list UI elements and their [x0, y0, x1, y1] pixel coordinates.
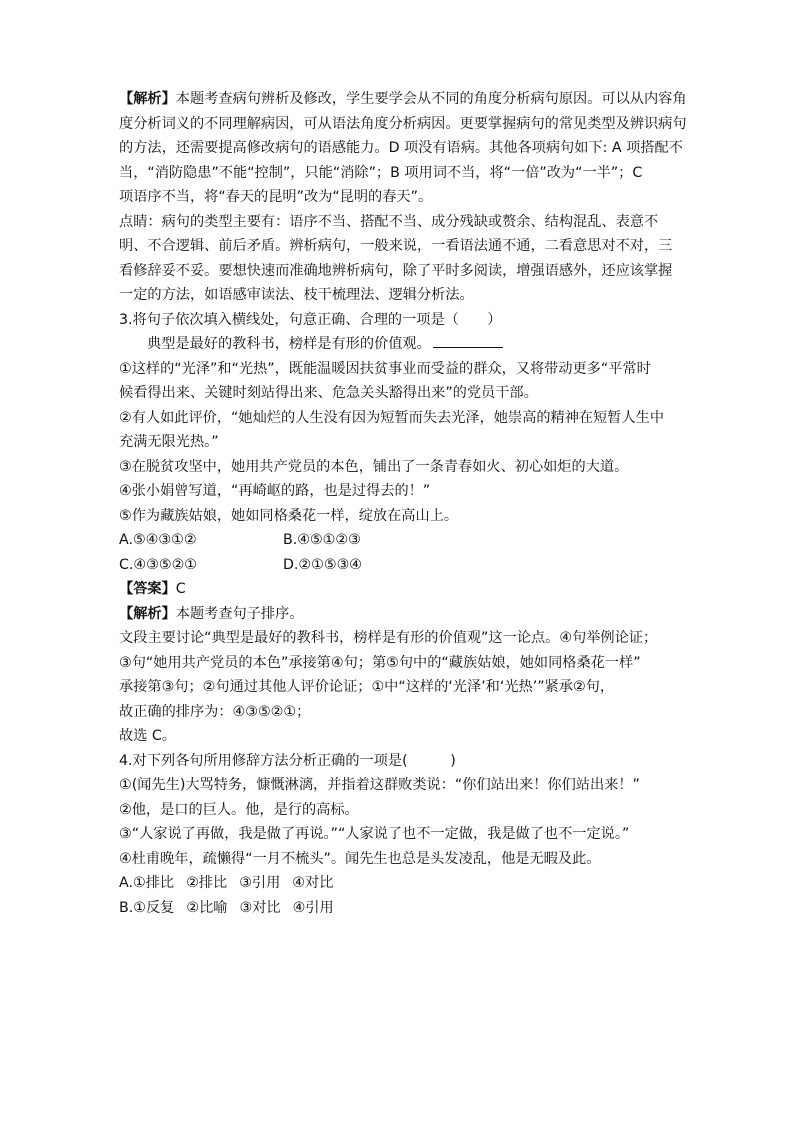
- option-part: ④对比: [292, 875, 334, 891]
- question-3-stem: 典型是最好的教科书，榜样是有形的价值观。: [147, 336, 431, 352]
- sentence-item: ①(闻先生)大骂特务，慷慨淋漓，并指着这群败类说：“你们站出来！你们站出来！”: [119, 777, 640, 793]
- question-4: [119, 749, 679, 921]
- option-part: ②比喻: [186, 899, 228, 916]
- fill-blank-line: [433, 333, 503, 348]
- analysis-text-line: 本题考查句子排序。: [175, 605, 304, 622]
- analysis-text-line: 本题考查病句辨析及修改，学生要学会从不同的角度分析病句原因。可以从内容角: [175, 91, 687, 107]
- option-b: [119, 896, 679, 921]
- sentence-item: 充满无限光热。”: [119, 434, 219, 450]
- answer-value: C: [175, 581, 186, 597]
- analysis-tag: 【解析】: [119, 605, 176, 622]
- sentence-item: 候看得出来、关键时刻站得出来、危急关头豁得出来”的党员干部。: [119, 385, 538, 401]
- options-row: [119, 553, 679, 578]
- sentence-item: ③“人家说了再做，我是做了再说。”“人家说了也不一定做，我是做了也不一定说。”: [119, 826, 630, 842]
- document-content: [119, 87, 687, 920]
- analysis-text-line: 承接第③句；②句通过其他人评价论证；①中“这样的‘光泽’和‘光热’”紧承②句，: [119, 679, 615, 695]
- analysis-text-line: 文段主要讨论“典型是最好的教科书，榜样是有形的价值观”这一论点。④句举例论证；: [119, 630, 658, 646]
- option-label: B.: [119, 899, 134, 916]
- analysis-text-line: 度分析词义的不同理解病因，可从语法角度分析病因。更要掌握病句的常见类型及辨识病句: [119, 115, 687, 132]
- question-3: [119, 308, 679, 749]
- option-c: C.④③⑤②①: [119, 556, 198, 573]
- q3-analysis-first-line: [119, 602, 679, 627]
- sentence-item: ①这样的“光泽”和“光热”，既能温暖因扶贫事业而受益的群众，又将带动更多“平常时: [119, 360, 651, 377]
- answer-tag: 【答案】: [119, 581, 176, 597]
- option-part: ④引用: [292, 899, 334, 916]
- analysis-paragraph: [119, 87, 687, 210]
- option-part: ①反复: [133, 899, 175, 916]
- option-part: ①排比: [132, 875, 175, 891]
- tip-text-line: 明、不合逻辑、前后矛盾。辨析病句，一般来说，一看语法通不通，二看意思对不对，三: [119, 238, 673, 254]
- sentence-item: ②他，是口的巨人。他，是行的高标。: [119, 801, 359, 818]
- tip-text-line: 点睛：病句的类型主要有：语序不当、搭配不当、成分残缺或赘余、结构混乱、表意不: [119, 213, 659, 230]
- tip-text-line: 一定的方法，如语感审读法、枝干梳理法、逻辑分析法。: [119, 287, 474, 303]
- sentence-item: ④杜甫晚年，疏懒得“一月不梳头”。闻先生也总是头发凌乱，他是无暇及此。: [119, 850, 601, 867]
- analysis-tag: 【解析】: [119, 91, 176, 107]
- tip-text-line: 看修辞妥不妥。要想快速而准确地辨析病句，除了平时多阅读，增强语感外，还应该掌握: [119, 262, 673, 279]
- sentence-item: ⑤作为藏族姑娘，她如同格桑花一样，绽放在高山上。: [119, 507, 459, 524]
- analysis-text-line: 项语序不当，将“春天的昆明”改为“昆明的春天”。: [119, 189, 433, 205]
- sentence-item: ③在脱贫攻坚中，她用共产党员的本色，铺出了一条青春如火、初心如炬的大道。: [119, 458, 629, 475]
- option-b: B.④⑤①②③: [283, 532, 361, 548]
- sentence-item: ④张小娟曾写道，“再崎岖的路，也是过得去的！”: [119, 483, 431, 499]
- option-label: A.: [119, 875, 133, 891]
- question-3-title: 3.将句子依次填入横线处，句意正确、合理的一项是（ ）: [119, 311, 502, 328]
- tip-paragraph: [119, 210, 679, 308]
- question-4-title: 4.对下列各句所用修辞方法分析正确的一项是( ): [119, 752, 456, 769]
- option-d: D.②①⑤③④: [283, 556, 363, 573]
- option-part: ③引用: [239, 875, 281, 891]
- option-a: A.⑤④③①②: [119, 532, 197, 548]
- answer-line: [119, 577, 679, 602]
- analysis-text-line: 的方法，还需要提高修改病句的语感能力。D 项没有语病。其他各项病句如下: A 项搭配不: [119, 140, 683, 156]
- analysis-text-line: ③句“她用共产党员的本色”承接第④句；第⑤句中的“藏族姑娘，她如同格桑花一样”: [119, 654, 641, 671]
- option-part: ②排比: [186, 875, 228, 891]
- sentence-item: ②有人如此评价，“她灿烂的人生没有因为短暂而失去光泽，她崇高的精神在短暂人生中: [119, 409, 665, 426]
- option-a: [119, 871, 679, 896]
- analysis-text-line: 故选 C。: [119, 728, 176, 744]
- analysis-text-line: 故正确的排序为：④③⑤②①；: [119, 703, 311, 720]
- analysis-text-line: 当，“消防隐患”不能“控制”，只能“消除”；B 项用词不当，将“一倍”改为“一半”；C: [119, 164, 643, 181]
- option-part: ③对比: [239, 899, 281, 916]
- options-row: [119, 528, 679, 553]
